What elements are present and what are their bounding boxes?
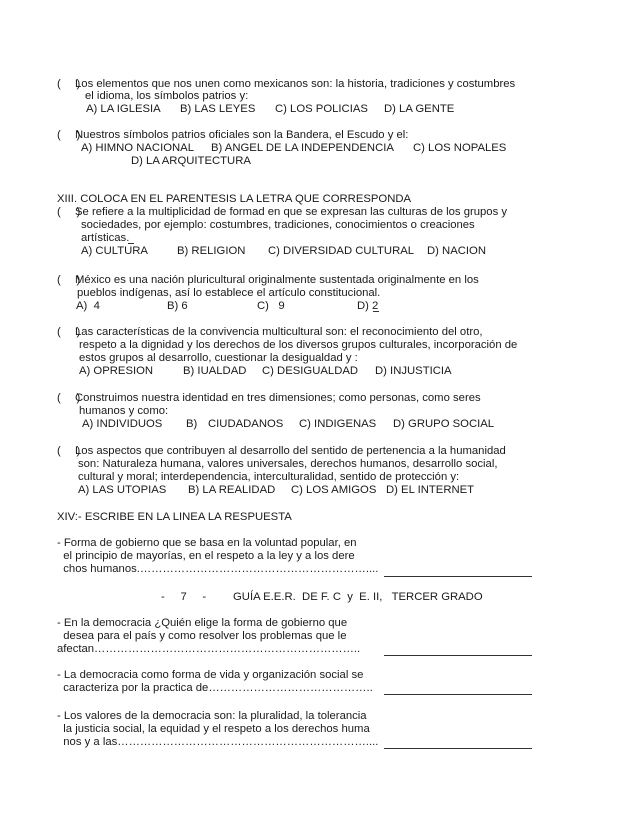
option-a: A) LA IGLESIA <box>86 103 161 115</box>
question-text: respeto a la dignidad y los derechos de los diversos grupos culturales, incorporación de <box>79 339 518 351</box>
question-text: Los elementos que nos unen como mexicanos son: la historia, tradiciones y costumbres <box>75 78 516 90</box>
fill-question-text: - Forma de gobierno que se basa en la voluntad popular, en <box>57 537 357 549</box>
fill-question-text: - En la democracia ¿Quién elige la forma de gobierno que <box>57 617 348 629</box>
answer-paren[interactable]: ( ) <box>57 274 81 286</box>
section-title: XIII. COLOCA EN EL PARENTESIS LA LETRA QUE CORRESPONDA <box>57 193 412 205</box>
question-text: Se refiere a la multiplicidad de formad en que se expresan las culturas de los grupos y <box>75 206 508 218</box>
option-d: D) LA GENTE <box>384 103 455 115</box>
fill-question-text: afectan…………………………………………………………….. <box>57 643 361 655</box>
answer-paren[interactable]: ( ) <box>57 206 81 218</box>
option-d: D) 2 <box>357 300 379 312</box>
question-text: Nuestros símbolos patrios oficiales son la Bandera, el Escudo y el: <box>75 129 409 141</box>
page-number: - 7 - <box>161 591 207 603</box>
option-d: D) GRUPO SOCIAL <box>393 418 495 430</box>
fill-question-text: desea para el país y como resolver los problemas que le <box>57 630 347 642</box>
question-text: México es una nación pluricultural originalmente sustentada originalmente en los <box>75 274 479 286</box>
option-d: D) NACION <box>427 245 486 257</box>
question-text: humanos y como: <box>79 405 169 417</box>
option-c: C) INDIGENAS <box>299 418 377 430</box>
option-a: A) OPRESION <box>79 365 154 377</box>
option-d: D) INJUSTICIA <box>375 365 452 377</box>
guide-header: GUÍA E.E.R. DE F. C y E. II, TERCER GRADO <box>233 591 483 603</box>
question-text: sociedades, por ejemplo: costumbres, tradiciones, conocimientos o creaciones <box>81 219 475 231</box>
answer-paren[interactable]: ( ) <box>57 78 81 90</box>
answer-paren[interactable]: ( ) <box>57 392 81 404</box>
question-text: Construimos nuestra identidad en tres dimensiones; como personas, como seres <box>75 392 481 404</box>
option-b-text: CIUDADANOS <box>208 418 284 430</box>
answer-paren[interactable]: ( ) <box>57 326 81 338</box>
option-c: C) LOS NOPALES <box>413 142 507 154</box>
option-a: A) 4 <box>76 300 100 312</box>
answer-paren[interactable]: ( ) <box>57 129 81 141</box>
option-b: B) ANGEL DE LA INDEPENDENCIA <box>211 142 394 154</box>
blank-line <box>373 311 379 312</box>
option-c: C) 9 <box>257 300 285 312</box>
option-b: B) RELIGION <box>177 245 246 257</box>
fill-question-text: el principio de mayorías, en el respeto a la ley y a los dere <box>57 550 355 562</box>
fill-question-text: - Los valores de la democracia son: la pluralidad, la tolerancia <box>57 710 367 722</box>
section-title: XIV:- ESCRIBE EN LA LINEA LA RESPUESTA <box>57 511 292 523</box>
answer-line[interactable] <box>384 748 532 749</box>
option-b: B) LA REALIDAD <box>188 484 276 496</box>
fill-question-text: nos y a las………………………………………………………….... <box>57 736 379 748</box>
option-c: C) DESIGUALDAD <box>262 365 359 377</box>
option-c: C) DIVERSIDAD CULTURAL <box>268 245 415 257</box>
question-text: Los aspectos que contribuyen al desarrollo del sentido de pertenencia a la humanidad <box>75 445 506 457</box>
answer-line[interactable] <box>384 576 532 577</box>
question-text: estos grupos al desarrollo, cuestionar la desigualdad y : <box>79 352 358 364</box>
option-a: A) LAS UTOPIAS <box>78 484 167 496</box>
fill-question-text: la justicia social, la equidad y el respeto a los derechos huma <box>57 723 370 735</box>
option-a: A) HIMNO NACIONAL <box>81 142 194 154</box>
fill-question-text: chos humanos.…………………………………………………….... <box>57 563 379 575</box>
option-b: B) LAS LEYES <box>180 103 256 115</box>
option-b: B) <box>186 418 198 430</box>
option-d: D) EL INTERNET <box>386 484 475 496</box>
fill-question-text: - La democracia como forma de vida y organización social se <box>57 669 364 681</box>
question-text: son: Naturaleza humana, valores universales, derechos humanos, desarrollo social, <box>78 458 498 470</box>
question-text: pueblos indígenas, así lo establece el artículo constitucional. <box>77 287 381 299</box>
option-a: A) CULTURA <box>81 245 148 257</box>
answer-line[interactable] <box>384 694 532 695</box>
answer-line[interactable] <box>384 655 532 656</box>
option-b: B) 6 <box>167 300 188 312</box>
option-b: B) IUALDAD <box>183 365 247 377</box>
option-c: C) LOS AMIGOS <box>291 484 377 496</box>
option-c: C) LOS POLICIAS <box>275 103 368 115</box>
blank-line <box>128 243 134 244</box>
question-text: cultural y moral; interdependencia, interculturalidad, sentido de protección y: <box>78 471 460 483</box>
answer-paren[interactable]: ( ) <box>57 445 81 457</box>
question-text: artísticas. <box>81 232 130 244</box>
question-text: Las características de la convivencia multicultural son: el reconocimiento del otro, <box>75 326 483 338</box>
fill-question-text: caracteriza por la practica de…………………………………….. <box>57 682 373 694</box>
question-text: el idioma, los símbolos patrios y: <box>85 90 249 102</box>
option-a: A) INDIVIDUOS <box>82 418 163 430</box>
option-d: D) LA ARQUITECTURA <box>131 155 251 167</box>
